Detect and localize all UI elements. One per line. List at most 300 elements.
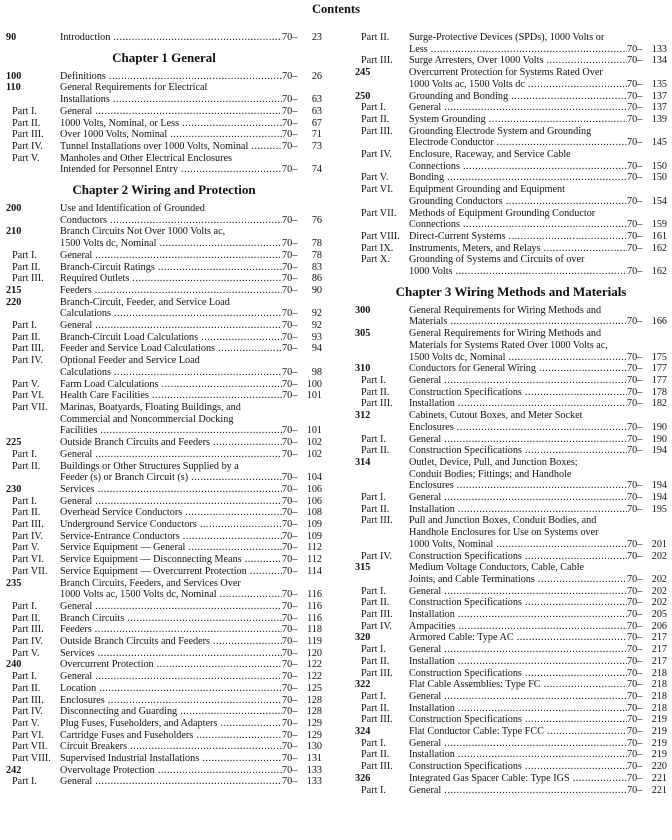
page-reference — [627, 363, 667, 375]
toc-part-entry[interactable] — [6, 671, 322, 683]
page-number: 175 — [651, 351, 667, 363]
page-reference — [282, 753, 322, 765]
page-prefix: 70– — [627, 609, 643, 621]
entry-title: Service-Entrance Conductors ..... — [60, 531, 282, 543]
toc-part-entry[interactable] — [6, 706, 322, 718]
toc-part-entry[interactable] — [6, 390, 322, 402]
toc-article-entry[interactable] — [6, 32, 322, 44]
toc-part-entry[interactable] — [355, 749, 667, 761]
toc-part-entry[interactable] — [6, 648, 322, 660]
toc-part-entry[interactable] — [6, 683, 322, 695]
page-reference — [282, 402, 322, 414]
page-reference — [282, 776, 322, 788]
entry-title: Connections ..... — [409, 161, 627, 173]
page-reference — [627, 562, 667, 574]
page-prefix: 70– — [627, 113, 643, 125]
part-number: Part I. — [361, 433, 386, 445]
toc-part-entry[interactable] — [6, 262, 322, 274]
page-number: 130 — [306, 741, 322, 753]
indent-spacer — [355, 44, 409, 56]
page-number: 93 — [311, 331, 322, 343]
entry-title: Construction Specifications ..... — [409, 668, 627, 680]
toc-part-entry[interactable] — [6, 106, 322, 118]
entry-title: Enclosure, Raceway, and Service Cable — [409, 149, 571, 161]
page-reference — [282, 589, 322, 601]
toc-article-entry[interactable] — [355, 91, 667, 103]
toc-right-column — [355, 32, 667, 796]
toc-part-entry[interactable] — [355, 761, 667, 773]
page-prefix: 70– — [627, 655, 643, 667]
page-title: Contents — [312, 2, 360, 16]
entry-title: General ..... — [60, 250, 282, 262]
page-reference — [282, 308, 322, 320]
page-prefix: 70– — [282, 448, 298, 460]
page-prefix: 70– — [282, 624, 298, 636]
page-number: 182 — [651, 398, 667, 410]
page-prefix: 70– — [282, 129, 298, 141]
part-number: Part III. — [12, 129, 44, 141]
part-number: Part II. — [361, 597, 390, 609]
page-reference — [282, 355, 322, 367]
entry-title: Medium Voltage Conductors, Cable, Cable — [409, 562, 585, 574]
entry-title: Calculations ..... — [60, 367, 282, 379]
toc-part-entry[interactable] — [355, 398, 667, 410]
page-prefix: 70– — [282, 519, 298, 531]
toc-article-entry[interactable] — [355, 67, 667, 90]
part-number: Part III. — [12, 694, 44, 706]
page-reference — [627, 32, 667, 44]
page-reference — [282, 273, 322, 285]
toc-part-entry[interactable] — [355, 586, 667, 598]
page-prefix: 70– — [282, 694, 298, 706]
page-number: 205 — [651, 609, 667, 621]
part-number: Part II. — [12, 612, 41, 624]
entry-title: Grounding of Systems and Circuits of over — [409, 254, 585, 266]
part-number: Part V. — [12, 717, 40, 729]
article-number: 326 — [355, 772, 371, 784]
toc-article-entry[interactable] — [6, 226, 322, 249]
toc-part-entry[interactable] — [355, 656, 667, 668]
page-reference — [282, 82, 322, 94]
toc-part-entry[interactable] — [355, 621, 667, 633]
toc-part-entry[interactable] — [6, 531, 322, 543]
page-reference — [282, 297, 322, 309]
entry-title: Feeders ..... — [60, 624, 282, 636]
entry-title: Intended for Personnel Entry ..... — [60, 164, 282, 176]
toc-part-entry[interactable] — [6, 741, 322, 753]
page-number: 135 — [651, 78, 667, 90]
page-prefix: 70– — [282, 366, 298, 378]
toc-part-entry[interactable] — [355, 644, 667, 656]
toc-part-entry[interactable] — [355, 515, 667, 550]
article-number: 210 — [6, 226, 22, 238]
toc-article-entry[interactable] — [355, 410, 667, 433]
entry-title: Location ..... — [60, 683, 282, 695]
toc-part-entry[interactable] — [6, 320, 322, 332]
part-number: Part III. — [361, 761, 393, 773]
toc-part-entry[interactable] — [355, 609, 667, 621]
page-prefix: 70– — [627, 761, 643, 773]
page-number: 129 — [306, 729, 322, 741]
toc-part-entry[interactable] — [355, 55, 667, 67]
entry-title: Branch Circuits, Feeders, and Services Over — [60, 577, 241, 589]
toc-article-entry[interactable] — [6, 659, 322, 671]
article-number: 110 — [6, 82, 21, 94]
entry-title: Use and Identification of Grounded — [60, 203, 205, 215]
toc-article-entry[interactable] — [6, 82, 322, 105]
toc-part-entry[interactable] — [6, 753, 322, 765]
page-number: 154 — [651, 195, 667, 207]
page-number: 190 — [651, 421, 667, 433]
toc-article-entry[interactable] — [6, 285, 322, 297]
indent-spacer — [355, 79, 409, 91]
page-number: 76 — [311, 214, 322, 226]
page-reference — [282, 164, 322, 176]
toc-part-entry[interactable] — [6, 153, 322, 176]
toc-part-entry[interactable] — [355, 231, 667, 243]
page-prefix: 70– — [627, 78, 643, 90]
toc-part-entry[interactable] — [6, 730, 322, 742]
indent-spacer — [355, 316, 409, 328]
toc-part-entry[interactable] — [355, 714, 667, 726]
article-number: 242 — [6, 764, 22, 776]
page-reference — [627, 515, 667, 527]
part-number: Part I. — [12, 671, 37, 683]
toc-part-entry[interactable] — [355, 243, 667, 255]
page-reference — [627, 574, 667, 586]
toc-part-entry[interactable] — [6, 507, 322, 519]
page-number: 119 — [307, 636, 322, 648]
page-reference — [627, 305, 667, 317]
toc-part-entry[interactable] — [355, 208, 667, 231]
chapter-heading: Chapter 1 General — [112, 49, 216, 65]
page-number: 206 — [651, 620, 667, 632]
page-number: 122 — [306, 659, 322, 671]
toc-article-entry[interactable] — [6, 203, 322, 226]
toc-part-entry[interactable] — [6, 250, 322, 262]
part-number: Part III. — [361, 515, 393, 527]
indent-spacer — [6, 589, 60, 601]
entry-title: Plug Fuses, Fuseholders, and Adapters ..... — [60, 718, 282, 730]
toc-article-entry[interactable] — [6, 484, 322, 496]
page-prefix: 70– — [627, 538, 643, 550]
page-prefix: 70– — [282, 343, 298, 355]
part-number: Part II. — [361, 702, 390, 714]
part-number: Part V. — [361, 172, 389, 184]
part-number: Part II. — [12, 507, 41, 519]
toc-part-entry[interactable] — [355, 387, 667, 399]
page-number: 159 — [651, 219, 667, 231]
page-prefix: 70– — [282, 425, 298, 437]
page-reference — [282, 542, 322, 554]
toc-part-entry[interactable] — [6, 636, 322, 648]
indent-spacer — [6, 367, 60, 379]
toc-article-entry[interactable] — [6, 297, 322, 320]
page-reference — [627, 208, 667, 220]
page-reference — [627, 480, 667, 492]
part-number: Part I. — [12, 448, 37, 460]
entry-title: Construction Specifications ..... — [409, 597, 627, 609]
toc-article-entry[interactable] — [6, 578, 322, 601]
page-reference — [282, 578, 322, 590]
page-reference — [627, 196, 667, 208]
indent-spacer — [6, 238, 60, 250]
page-reference — [282, 379, 322, 391]
toc-article-entry[interactable] — [6, 71, 322, 83]
page-number: 63 — [311, 94, 322, 106]
part-number: Part X. — [361, 254, 390, 266]
page-number: 100 — [306, 378, 322, 390]
toc-part-entry[interactable] — [6, 566, 322, 578]
entry-title: Calculations ..... — [60, 308, 282, 320]
toc-part-entry[interactable] — [355, 785, 667, 797]
page-reference — [627, 55, 667, 67]
toc-article-entry[interactable] — [355, 457, 667, 492]
article-number: 300 — [355, 304, 371, 316]
toc-part-entry[interactable] — [6, 402, 322, 437]
page-prefix: 70– — [627, 573, 643, 585]
part-number: Part III. — [361, 398, 393, 410]
toc-part-entry[interactable] — [6, 554, 322, 566]
indent-spacer — [355, 422, 409, 434]
entry-title: Overhead Service Conductors ..... — [60, 507, 282, 519]
page-number: 94 — [311, 343, 322, 355]
entry-title: Installations ..... — [60, 94, 282, 106]
page-number: 78 — [311, 249, 322, 261]
toc-article-entry[interactable] — [355, 726, 667, 738]
part-number: Part VIII. — [12, 753, 51, 765]
toc-part-entry[interactable] — [355, 126, 667, 149]
article-number: 235 — [6, 577, 22, 589]
toc-part-entry[interactable] — [355, 668, 667, 680]
toc-part-entry[interactable] — [6, 695, 322, 707]
toc-part-entry[interactable] — [6, 601, 322, 613]
toc-part-entry[interactable] — [6, 332, 322, 344]
toc-article-entry[interactable] — [6, 765, 322, 777]
page-reference — [627, 632, 667, 644]
page-prefix: 70– — [282, 140, 298, 152]
page-reference — [627, 679, 667, 691]
entry-title: Materials ..... — [409, 316, 627, 328]
part-number: Part II. — [361, 749, 390, 761]
entry-title: Overcurrent Protection ..... — [60, 659, 282, 671]
toc-part-entry[interactable] — [6, 519, 322, 531]
toc-part-entry[interactable] — [6, 379, 322, 391]
page-prefix: 70– — [627, 230, 643, 242]
page-reference — [627, 703, 667, 715]
page-number: 178 — [651, 386, 667, 398]
toc-article-entry[interactable] — [355, 773, 667, 785]
toc-part-entry[interactable] — [355, 703, 667, 715]
page-reference — [627, 445, 667, 457]
part-number: Part II. — [361, 113, 390, 125]
page-prefix: 70– — [282, 495, 298, 507]
toc-article-entry[interactable] — [355, 632, 667, 644]
article-number: 305 — [355, 328, 371, 340]
toc-part-entry[interactable] — [6, 624, 322, 636]
entry-title: Required Outlets ..... — [60, 273, 282, 285]
entry-title: Armored Cable: Type AC ..... — [409, 632, 627, 644]
toc-part-entry[interactable] — [355, 254, 667, 277]
part-number: Part VI. — [12, 390, 45, 402]
entry-title: General ..... — [409, 375, 627, 387]
page-prefix: 70– — [627, 679, 643, 691]
page-prefix: 70– — [282, 753, 298, 765]
article-number: 320 — [355, 632, 371, 644]
page-number: 98 — [311, 366, 322, 378]
page-reference — [282, 332, 322, 344]
page-reference — [282, 32, 322, 44]
part-number: Part I. — [12, 776, 37, 788]
page-number: 218 — [651, 679, 667, 691]
page-prefix: 70– — [282, 589, 298, 601]
page-prefix: 70– — [627, 726, 643, 738]
entry-title: Buildings or Other Structures Supplied by a — [60, 460, 239, 472]
page-reference — [627, 266, 667, 278]
toc-part-entry[interactable] — [355, 102, 667, 114]
page-reference — [282, 343, 322, 355]
page-reference — [282, 425, 322, 437]
page-number: 162 — [651, 266, 667, 278]
entry-title: Grounding and Bonding ..... — [409, 91, 627, 103]
toc-part-entry[interactable] — [6, 355, 322, 378]
part-number: Part II. — [361, 503, 390, 515]
page-reference — [627, 44, 667, 56]
toc-article-entry[interactable] — [6, 437, 322, 449]
toc-article-entry[interactable] — [355, 305, 667, 328]
page-number: 71 — [311, 129, 322, 141]
page-number: 102 — [306, 437, 322, 449]
page-number: 116 — [307, 612, 322, 624]
toc-part-entry[interactable] — [355, 172, 667, 184]
part-number: Part III. — [12, 273, 44, 285]
page-reference — [627, 726, 667, 738]
toc-part-entry[interactable] — [355, 551, 667, 563]
page-reference — [627, 586, 667, 598]
entry-title: General ..... — [409, 102, 627, 114]
page-number: 67 — [311, 117, 322, 129]
page-prefix: 70– — [627, 43, 643, 55]
page-number: 217 — [651, 632, 667, 644]
page-reference — [627, 539, 667, 551]
toc-part-entry[interactable] — [6, 141, 322, 153]
toc-part-entry[interactable] — [6, 613, 322, 625]
part-number: Part VI. — [12, 729, 45, 741]
toc-part-entry[interactable] — [355, 114, 667, 126]
page-reference — [627, 469, 667, 481]
page-reference — [282, 730, 322, 742]
toc-part-entry[interactable] — [6, 273, 322, 285]
entry-title: General ..... — [60, 671, 282, 683]
toc-article-entry[interactable] — [355, 679, 667, 691]
part-number: Part I. — [361, 374, 386, 386]
toc-part-entry[interactable] — [355, 738, 667, 750]
part-number: Part II. — [12, 117, 41, 129]
page-prefix: 70– — [627, 702, 643, 714]
article-number: 245 — [355, 67, 371, 79]
part-number: Part I. — [12, 320, 37, 332]
part-number: Part IV. — [361, 620, 392, 632]
entry-title: 1000 Volts, Nominal ..... — [409, 539, 627, 551]
toc-part-entry[interactable] — [6, 542, 322, 554]
page-prefix: 70– — [627, 749, 643, 761]
entry-title: Electrode Conductor ..... — [409, 137, 627, 149]
entry-title: Overcurrent Protection for Systems Rated Over — [409, 67, 603, 79]
page-reference — [282, 437, 322, 449]
entry-title: General ..... — [409, 738, 627, 750]
page-prefix: 70– — [282, 565, 298, 577]
page-prefix: 70– — [627, 433, 643, 445]
toc-part-entry[interactable] — [355, 492, 667, 504]
page-reference — [282, 250, 322, 262]
entry-title: Handhole Enclosures for Use on Systems over — [409, 527, 599, 539]
toc-part-entry[interactable] — [6, 496, 322, 508]
page-number: 194 — [651, 492, 667, 504]
toc-part-entry[interactable] — [355, 434, 667, 446]
toc-part-entry[interactable] — [6, 461, 322, 484]
page-reference — [282, 554, 322, 566]
entry-title: Branch-Circuit, Feeder, and Service Load — [60, 296, 230, 308]
toc-part-entry[interactable] — [6, 776, 322, 788]
part-number: Part IV. — [12, 530, 43, 542]
page-reference — [282, 118, 322, 130]
toc-article-entry[interactable] — [355, 363, 667, 375]
page-reference — [282, 765, 322, 777]
part-number: Part II. — [361, 32, 390, 43]
entry-title: General ..... — [409, 691, 627, 703]
entry-title: Service Equipment — Overcurrent Protection ..... — [60, 566, 282, 578]
toc-part-entry[interactable] — [355, 375, 667, 387]
page-prefix: 70– — [282, 214, 298, 226]
toc-part-entry[interactable] — [355, 504, 667, 516]
page-reference — [627, 102, 667, 114]
page-number: 83 — [311, 261, 322, 273]
page-reference — [282, 613, 322, 625]
toc-part-entry[interactable] — [355, 445, 667, 457]
part-number: Part I. — [12, 600, 37, 612]
toc-part-entry[interactable] — [355, 149, 667, 172]
toc-part-entry[interactable] — [355, 32, 667, 55]
entry-title: Construction Specifications ..... — [409, 551, 627, 563]
page-number: 118 — [307, 624, 322, 636]
part-number: Part IV. — [361, 149, 392, 161]
part-number: Part V. — [12, 647, 40, 659]
indent-spacer — [6, 215, 60, 227]
toc-part-entry[interactable] — [6, 718, 322, 730]
page-prefix: 70– — [627, 363, 643, 375]
toc-part-entry[interactable] — [6, 129, 322, 141]
toc-article-entry[interactable] — [355, 328, 667, 363]
toc-left-column — [6, 32, 322, 788]
page-prefix: 70– — [627, 503, 643, 515]
toc-part-entry[interactable] — [355, 597, 667, 609]
entry-title: Outside Branch Circuits and Feeders ..... — [60, 437, 282, 449]
toc-part-entry[interactable] — [6, 449, 322, 461]
toc-part-entry[interactable] — [355, 184, 667, 207]
toc-part-entry[interactable] — [355, 691, 667, 703]
entry-title: Supervised Industrial Installations ..... — [60, 753, 282, 765]
toc-part-entry[interactable] — [6, 343, 322, 355]
toc-part-entry[interactable] — [6, 118, 322, 130]
toc-article-entry[interactable] — [355, 562, 667, 585]
entry-title: Methods of Equipment Grounding Conductor — [409, 207, 596, 219]
page-prefix: 70– — [282, 647, 298, 659]
page-reference — [627, 79, 667, 91]
page-number: 133 — [306, 776, 322, 788]
page-prefix: 70– — [282, 472, 298, 484]
page-reference — [282, 94, 322, 106]
entry-title: Branch-Circuit Ratings ..... — [60, 262, 282, 274]
